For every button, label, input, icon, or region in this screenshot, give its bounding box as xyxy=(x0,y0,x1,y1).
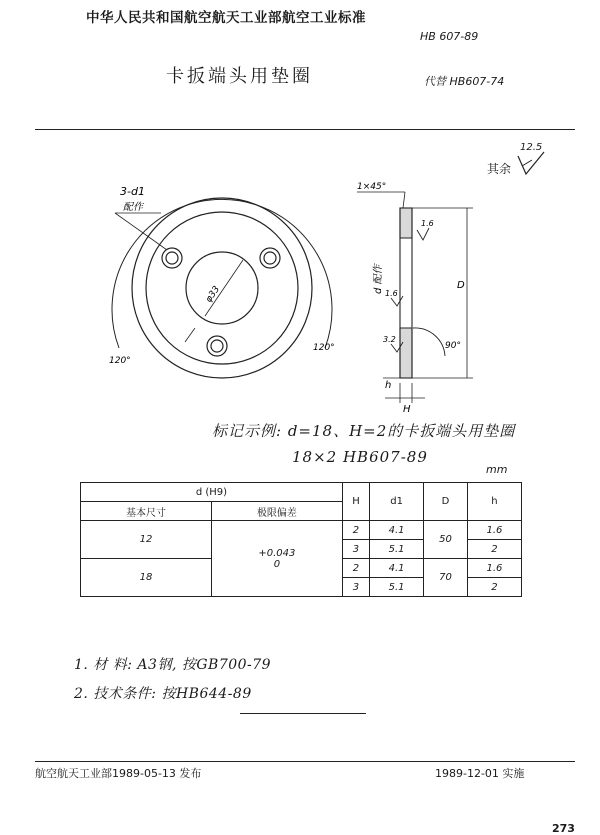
page-number: 273 xyxy=(552,822,575,835)
header-d: d (H9) xyxy=(81,483,343,502)
washer-drawing xyxy=(95,178,495,415)
H-dimension-label: H xyxy=(403,404,411,415)
center-diameter-label: φ33 xyxy=(203,284,223,305)
h-dimension-label: h xyxy=(385,380,392,391)
roughness-value: 12.5 xyxy=(520,142,543,153)
front-view xyxy=(112,198,332,378)
end-rule xyxy=(240,713,366,714)
angle-90-label: 90° xyxy=(445,341,461,351)
tolerance-lower: 0 xyxy=(273,558,281,570)
tolerance-upper: +0.043 xyxy=(258,547,296,559)
basic-size-cell: 12 xyxy=(81,521,212,559)
part-title: 卡扳端头用垫圈 xyxy=(166,66,313,87)
d1-cell: 5.1 xyxy=(370,540,424,559)
note-material: 1. 材 料: A3钢, 按GB700-79 xyxy=(74,657,272,673)
d1-cell: 4.1 xyxy=(370,521,424,540)
header-d1: d1 xyxy=(370,483,424,521)
h-cell: 2 xyxy=(467,540,521,559)
roughness-16-mid: 1.6 xyxy=(385,289,398,298)
chamfer-label: 1×45° xyxy=(357,182,387,192)
replaces-standard: 代替 HB607-74 xyxy=(424,75,505,88)
d1-cell: 4.1 xyxy=(370,559,424,578)
hole-count-label: 3-d1 xyxy=(120,185,145,198)
issue-info: 航空航天工业部1989-05-13 发布 xyxy=(35,767,202,780)
roughness-symbol-icon xyxy=(516,152,546,178)
roughness-32: 3.2 xyxy=(383,335,396,344)
angle-right-label: 120° xyxy=(313,343,335,353)
table-unit: mm xyxy=(486,463,508,476)
h-cell: 1.6 xyxy=(467,521,521,540)
hole-note: 配作 xyxy=(123,202,143,213)
header-divider xyxy=(35,129,575,130)
D-cell: 70 xyxy=(424,559,468,597)
dimension-table xyxy=(80,482,522,597)
roughness-16-top: 1.6 xyxy=(421,219,434,228)
H-cell: 3 xyxy=(342,578,369,597)
header-basic-size: 基本尺寸 xyxy=(81,502,212,521)
footer-divider xyxy=(35,761,575,762)
side-view xyxy=(357,192,473,403)
marking-example-line1: 标记示例: d=18、H=2的卡扳端头用垫圈 xyxy=(212,422,516,440)
note-technical-conditions: 2. 技术条件: 按HB644-89 xyxy=(74,686,252,702)
roughness-label: 其余 xyxy=(487,162,512,176)
D-cell: 50 xyxy=(424,521,468,559)
d1-cell: 5.1 xyxy=(370,578,424,597)
h-cell: 2 xyxy=(467,578,521,597)
header-D: D xyxy=(424,483,468,521)
header-tolerance: 极限偏差 xyxy=(211,502,342,521)
header-h: h xyxy=(467,483,521,521)
standard-number: HB 607-89 xyxy=(420,30,479,43)
implementation-info: 1989-12-01 实施 xyxy=(435,767,525,780)
bore-dimension-label: d 配作 xyxy=(373,264,384,294)
table-row xyxy=(81,521,522,540)
H-cell: 3 xyxy=(342,540,369,559)
basic-size-cell: 18 xyxy=(81,559,212,597)
H-cell: 2 xyxy=(342,559,369,578)
H-cell: 2 xyxy=(342,521,369,540)
org-title: 中华人民共和国航空航天工业部航空工业标准 xyxy=(86,10,366,26)
h-cell: 1.6 xyxy=(467,559,521,578)
angle-left-label: 120° xyxy=(109,356,131,366)
header-H: H xyxy=(342,483,369,521)
marking-example-line2: 18×2 HB607-89 xyxy=(292,448,428,466)
outer-dimension-label: D xyxy=(457,280,465,291)
tolerance-cell xyxy=(211,521,342,597)
